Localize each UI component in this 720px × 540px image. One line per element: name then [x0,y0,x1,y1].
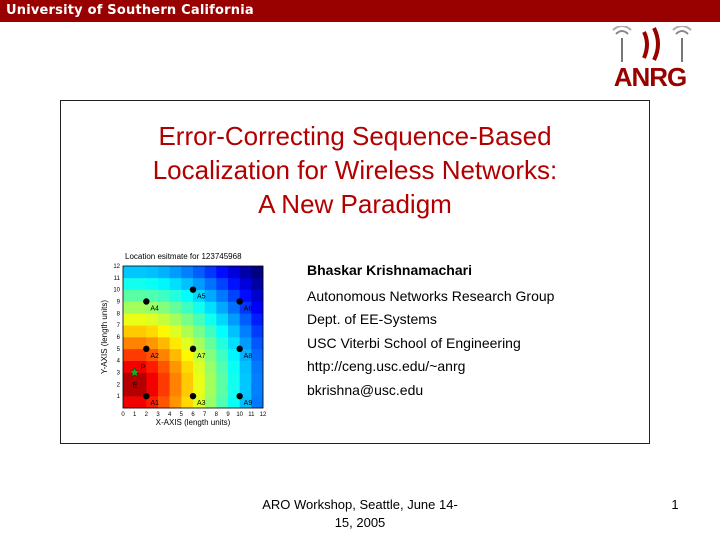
heatmap-cell [123,349,135,361]
anchor-node [190,346,196,352]
heatmap-svg [100,248,270,428]
heatmap-cell [158,396,170,408]
anchor-label: A4 [150,305,159,313]
heatmap-cell [158,278,170,290]
y-tick-label: 3 [116,370,120,377]
heatmap-cell [216,384,228,396]
heatmap-cell [205,313,217,325]
heatmap-cell [205,349,217,361]
heatmap-cell [181,302,193,314]
heatmap-cell [158,373,170,385]
page-number: 1 [671,497,679,512]
university-name: University of Southern California [6,3,254,18]
antenna-icon [600,26,700,66]
heatmap-cell [205,325,217,337]
heatmap-cell [181,373,193,385]
heatmap-cell [251,349,263,361]
heatmap-cell [251,373,263,385]
heatmap-cell [123,325,135,337]
y-axis-label: Y-AXIS (length units) [100,300,109,374]
anchor-label: A6 [243,305,253,313]
heatmap-cell [170,313,182,325]
heatmap-cell [158,361,170,373]
heatmap-cell [158,266,170,278]
heatmap-cell [170,384,182,396]
heatmap-cell [181,313,193,325]
heatmap-cell [170,373,182,385]
heatmap-cell [216,361,228,373]
heatmap-cell [158,302,170,314]
heatmap-cell [216,373,228,385]
heatmap-cell [181,266,193,278]
y-tick-label: 8 [116,311,120,318]
heatmap-cell [181,361,193,373]
slide-title [60,120,650,221]
anchor-node [236,298,242,304]
anchor-node [143,298,149,304]
chart-title: Location esitmate for 123745968 [125,252,242,261]
heatmap-cell [193,302,205,314]
heatmap-cell [170,337,182,349]
anchor-node [236,346,242,352]
estimate-label: E [132,382,138,390]
heatmap-cell [216,396,228,408]
affiliation-group: Autonomous Networks Research Group [307,288,555,304]
x-tick-label: 4 [167,412,172,418]
author-name: Bhaskar Krishnamachari [307,262,472,278]
anchor-label: A5 [197,293,206,301]
y-tick-label: 5 [116,346,120,353]
x-tick-label: 0 [121,412,125,418]
heatmap-cell [123,266,135,278]
y-tick-label: 10 [113,287,120,294]
heatmap-cell [181,325,193,337]
anchor-node [190,393,196,399]
heatmap-cell [240,361,252,373]
heatmap-cell [193,266,205,278]
y-tick-label: 2 [116,382,120,389]
heatmap-cell [228,361,240,373]
y-tick-label: 9 [116,299,120,306]
heatmap-cell [251,337,263,349]
heatmap-cell [158,325,170,337]
heatmap-cell [146,373,158,385]
x-tick-label: 11 [248,412,255,418]
usc-header-bar [0,0,720,22]
heatmap-cell [146,266,158,278]
heatmap-cell [123,396,135,408]
heatmap-cell [240,266,252,278]
x-tick-label: 1 [132,412,137,418]
heatmap-cell [123,290,135,302]
heatmap-cell [135,278,147,290]
affiliation-email: bkrishna@usc.edu [307,381,424,398]
x-tick-label: 10 [236,412,244,418]
heatmap-cell [205,337,217,349]
heatmap-cell [205,384,217,396]
heatmap-cell [158,384,170,396]
heatmap-cell [170,396,182,408]
heatmap-cell [193,361,205,373]
heatmap-cell [216,302,228,314]
heatmap-cell [193,373,205,385]
heatmap-cell [240,373,252,385]
heatmap-cell [205,302,217,314]
title-line-2: Localization for Wireless Networks: [152,154,558,185]
heatmap-cell [251,278,263,290]
heatmap-cell [228,373,240,385]
heatmap-cell [158,290,170,302]
x-tick-label: 6 [191,412,195,418]
heatmap-cell [251,396,263,408]
anchor-label: A2 [150,352,159,360]
anchor-label: A8 [243,352,253,360]
heatmap-cell [170,278,182,290]
heatmap-cell [240,313,252,325]
heatmap-cell [240,325,252,337]
heatmap-cell [216,290,228,302]
y-tick-label: 6 [116,335,120,341]
y-tick-label: 12 [113,264,120,270]
title-line-3: A New Paradigm [258,188,452,219]
anchor-node [236,393,242,399]
heatmap-cell [123,278,135,290]
x-tick-label: 7 [202,412,207,418]
heatmap-cell [216,325,228,337]
heatmap-cell [158,313,170,325]
x-tick-label: 8 [214,412,219,418]
footer-line-1: ARO Workshop, Seattle, June 14- [262,497,458,512]
heatmap-cell [205,278,217,290]
heatmap-cell [146,361,158,373]
affiliation-school: USC Viterbi School of Engineering [307,334,521,351]
anchor-label: A9 [243,400,253,408]
heatmap-cell [146,313,158,325]
affiliation-dept: Dept. of EE-Systems [307,311,437,328]
heatmap-cell [146,278,158,290]
heatmap-cell [135,266,147,278]
heatmap-cell [205,396,217,408]
heatmap-cell [240,278,252,290]
heatmap-cell [251,384,263,396]
heatmap-cell [205,361,217,373]
heatmap-cell [170,290,182,302]
true-position-label: P [140,364,146,372]
heatmap-cell [170,349,182,361]
x-tick-label: 5 [179,412,184,418]
heatmap-cell [251,361,263,373]
heatmap-cell [123,302,135,314]
anrg-logo-text: ANRG [613,62,687,92]
heatmap-cell [123,313,135,325]
title-line-1: Error-Correcting Sequence-Based [158,121,552,151]
y-tick-label: 1 [116,394,120,401]
heatmap-cell [135,313,147,325]
heatmap-cell [251,325,263,337]
heatmap-cell [216,349,228,361]
heatmap-cell [216,266,228,278]
heatmap-cell [228,325,240,337]
x-tick-label: 9 [226,412,230,418]
affiliation-block [307,285,554,402]
heatmap-cell [251,290,263,302]
heatmap-cell [228,278,240,290]
heatmap-cell [216,313,228,325]
heatmap-cell [228,313,240,325]
anchor-label: A3 [197,400,206,408]
heatmap-cell [251,313,263,325]
footer-event [240,496,480,532]
heatmap-cell [205,290,217,302]
y-tick-label: 4 [116,358,120,365]
heatmap-cell [146,325,158,337]
anrg-logo [600,26,700,96]
heatmap-cell [205,373,217,385]
heatmap-cell [170,302,182,314]
x-tick-label: 12 [259,412,267,418]
anchor-node [190,286,196,292]
heatmap-cell [205,266,217,278]
heatmap-cell [216,337,228,349]
localization-heatmap [100,248,270,428]
y-tick-label: 7 [116,323,120,330]
footer-line-2: 15, 2005 [334,515,386,530]
heatmap-cell [228,266,240,278]
heatmap-cell [193,325,205,337]
affiliation-url: http://ceng.usc.edu/~anrg [307,358,466,375]
heatmap-cell [123,337,135,349]
heatmap-cell [158,337,170,349]
heatmap-cell [216,278,228,290]
anchor-label: A7 [197,352,206,360]
x-tick-label: 2 [144,412,149,418]
heatmap-cell [251,302,263,314]
anchor-node [143,346,149,352]
heatmap-cell [193,313,205,325]
heatmap-cell [251,266,263,278]
heatmap-cell [170,325,182,337]
heatmap-cell [170,266,182,278]
x-tick-label: 3 [156,412,160,418]
heatmap-cell [135,325,147,337]
anchor-label: A1 [150,400,159,408]
heatmap-cell [170,361,182,373]
y-tick-label: 11 [113,275,120,282]
x-axis-label: X-AXIS (length units) [155,418,231,427]
anchor-node [143,393,149,399]
heatmap-cell [158,349,170,361]
